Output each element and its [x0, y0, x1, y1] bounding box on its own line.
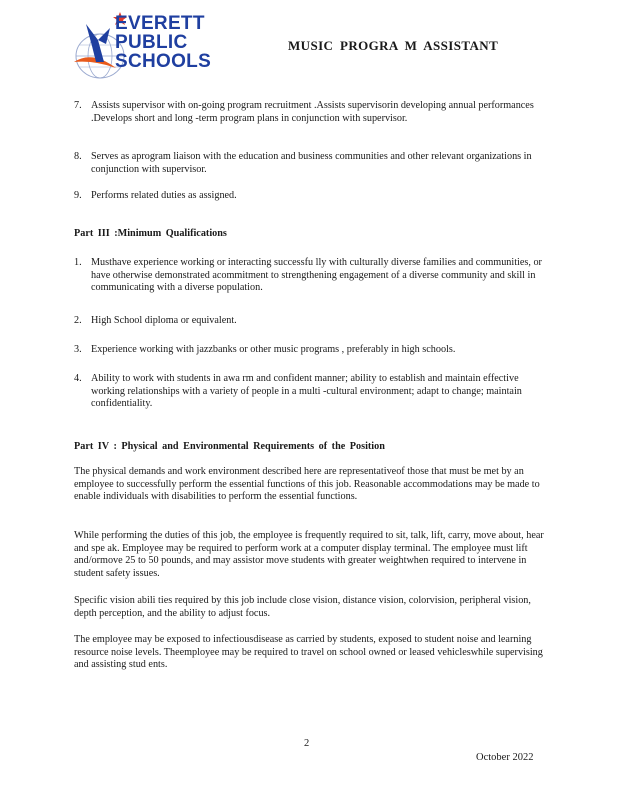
document-title: MUSIC PROGRA M ASSISTANT — [288, 38, 499, 53]
list-item-text: Serves as aprogram liaison with the education and business communities and other relevant organizations in conjunction with supervisor. — [91, 151, 532, 175]
logo-line-2: PUBLIC — [115, 32, 188, 53]
list-item — [74, 100, 544, 125]
logo-line-3: SCHOOLS — [115, 51, 212, 72]
list-item-text: Ability to work with students in awa rm and confident manner; ability to establish and maintain effective working relationships with a variety of people in a multi -cultural environment; adapt to change; maintain confidentiality. — [91, 373, 522, 410]
list-item-text: Experience working with jazzbanks or other music programs , preferably in high schools. — [91, 344, 456, 355]
footer-date: October 2022 — [476, 752, 534, 763]
list-item-number: 8. — [74, 151, 82, 162]
list-item — [74, 190, 544, 203]
list-item-text: Performs related duties as assigned. — [91, 190, 237, 201]
list-item — [74, 373, 544, 411]
list-item — [74, 315, 544, 328]
list-item — [74, 257, 544, 295]
logo-line-1: EVERETT — [115, 13, 205, 34]
list-item-number: 3. — [74, 344, 82, 355]
list-item-number: 2. — [74, 315, 82, 326]
paragraph: The physical demands and work environment described here are representativeof those that must be met by an employee to successfully perform the essential functions of this job. Reasonable accommodations may be made to enable individuals with disabilities to perform the essential functions. — [74, 466, 540, 503]
section-heading-part-3: Part III :Minimum Qualifications — [74, 228, 227, 239]
paragraph: While performing the duties of this job, the employee is frequently required to sit, talk, lift, carry, move about, hear and spe ak. Employee may be required to perform work at a computer display terminal. The employee must lift and/ormove 25 to 50 pounds, and may assistor move students with greater weightwhen required to intervene in student safety issues. — [74, 530, 544, 579]
list-item-text: Musthave experience working or interacting successfu lly with culturally diverse families and communities, or have otherwise demonstrated acommitment to strengthening engagement of a diverse community and skill in communicating with a diverse population. — [91, 257, 542, 294]
section-heading-part-4: Part IV : Physical and Environmental Requirements of the Position — [74, 441, 385, 452]
list-item-number: 1. — [74, 257, 82, 268]
list-item — [74, 151, 544, 176]
logo-wordmark — [115, 14, 211, 71]
list-item-text: High School diploma or equivalent. — [91, 315, 237, 326]
paragraph: Specific vision abili ties required by this job include close vision, distance vision, colorvision, peripheral vision, depth perception, and the ability to adjust focus. — [74, 595, 531, 619]
everett-public-schools-logo — [70, 10, 240, 82]
list-item-number: 4. — [74, 373, 82, 384]
list-item — [74, 344, 544, 357]
list-item-number: 7. — [74, 100, 82, 111]
list-item-number: 9. — [74, 190, 82, 201]
page-number: 2 — [304, 738, 310, 749]
paragraph: The employee may be exposed to infectiousdisease as carried by students, exposed to student noise and learning resource noise levels. Theemployee may be required to travel on school owned or leased vehicleswhile supervising and assisting stud ents. — [74, 634, 543, 671]
list-item-text: Assists supervisor with on-going program recruitment .Assists supervisorin developing annual performances .Develops short and long -term program plans in conjunction with supervisor. — [91, 100, 534, 124]
